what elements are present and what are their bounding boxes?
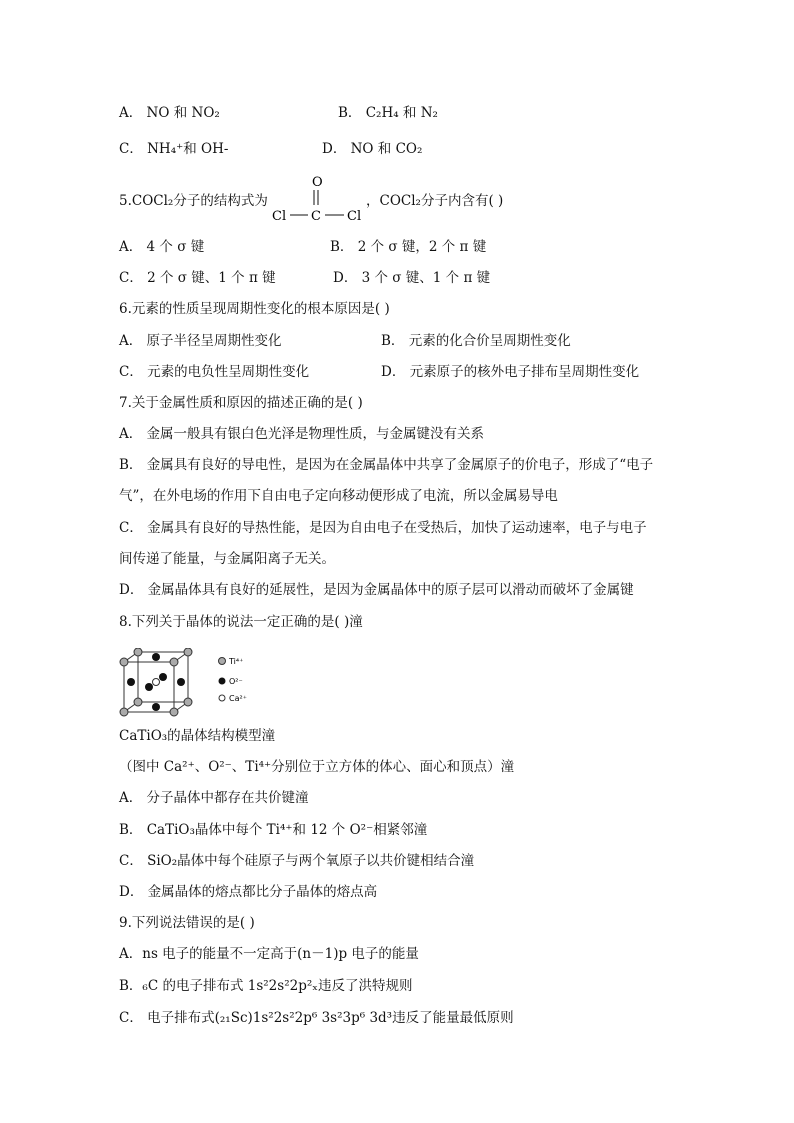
q8-figure-caption: CaTiO₃的晶体结构模型潼 [119,728,276,744]
q7-option-a: A． 金属一般具有银白色光泽是物理性质，与金属键没有关系 [119,426,485,442]
q7-option-d: D． 金属晶体具有良好的延展性，是因为金属晶体中的原子层可以滑动而破坏了金属键 [119,582,634,598]
q8-option-c: C． SiO₂晶体中每个硅原子与两个氧原子以共价键相结合潼 [119,853,475,869]
q9-option-b: B．₆C 的电子排布式 1s²2s²2p²ₓ违反了洪特规则 [119,978,413,994]
chlorine-left: Cl [272,209,287,224]
legend-ti-marker [219,658,226,665]
q5-option-b: B． 2 个 σ 键，2 个 π 键 [330,239,487,255]
q8-stem: 8.下列关于晶体的说法一定正确的是( )潼 [119,614,363,630]
q8-option-b: B． CaTiO₃晶体中每个 Ti⁴⁺和 12 个 O²⁻相紧邻潼 [119,822,428,838]
q8-option-a: A． 分子晶体中都存在共价键潼 [119,790,309,806]
q6-option-d: D． 元素原子的核外电子排布呈周期性变化 [381,364,640,380]
q8-option-d: D． 金属晶体的熔点都比分子晶体的熔点高 [119,884,378,900]
q4-option-c: C． NH₄⁺和 OH- [119,141,229,157]
q6-option-b: B． 元素的化合价呈周期性变化 [381,333,571,349]
q7-stem: 7.关于金属性质和原因的描述正确的是( ) [119,395,363,411]
q8-figure-note: （图中 Ca²⁺、O²⁻、Ti⁴⁺分别位于立方体的体心、面心和顶点）潼 [119,759,515,775]
legend-ti-label: Ti⁴⁺ [229,657,244,666]
q4-option-d: D． NO 和 CO₂ [322,141,423,157]
ca-body-ion [153,679,160,686]
q9-option-c: C． 电子排布式(₂₁Sc)1s²2s²2p⁶ 3s²3p⁶ 3d³违反了能量最低原则 [119,1010,514,1026]
q7-option-b-line1: B． 金属具有良好的导电性，是因为在金属晶体中共享了金属原子的价电子，形成了“电子 [119,457,654,473]
legend-ca-marker [219,695,225,701]
q7-option-b-line2: 气”，在外电场的作用下自由电子定向移动便形成了电流，所以金属易导电 [119,488,558,504]
legend-ca-label: Ca²⁺ [229,694,247,703]
q5-stem-pre: 5.COCl₂分子的结构式为 [119,193,268,209]
q5-stem-post: ，COCl₂分子内含有( ) [366,193,504,209]
q6-option-a: A． 原子半径呈周期性变化 [119,333,282,349]
q9-option-a: A．ns 电子的能量不一定高于(n－1)p 电子的能量 [119,946,419,962]
q7-option-c-line1: C． 金属具有良好的导热性能，是因为自由电子在受热后，加快了运动速率，电子与电子 [119,520,647,536]
q6-stem: 6.元素的性质呈现周期性变化的根本原因是( ) [119,301,390,317]
catio3-crystal-diagram [118,648,258,720]
q6-option-c: C． 元素的电负性呈周期性变化 [119,364,310,380]
q5-option-c: C． 2 个 σ 键、1 个 π 键 [119,270,276,286]
legend-o-label: O²⁻ [229,677,243,686]
legend-o-marker [219,678,226,685]
q9-stem: 9.下列说法错误的是( ) [119,915,255,931]
q7-option-c-line2: 间传递了能量，与金属阳离子无关。 [119,551,335,567]
q4-option-a: A． NO 和 NO₂ [119,105,220,121]
q4-option-b: B． C₂H₄ 和 N₂ [338,105,438,121]
q5-option-d: D． 3 个 σ 键、1 个 π 键 [333,270,491,286]
oxygen-atom: O [312,175,323,190]
q5-option-a: A． 4 个 σ 键 [119,239,205,255]
carbon-atom: C [311,209,321,224]
cocl2-structure-formula [270,172,366,224]
chlorine-right: Cl [347,209,362,224]
